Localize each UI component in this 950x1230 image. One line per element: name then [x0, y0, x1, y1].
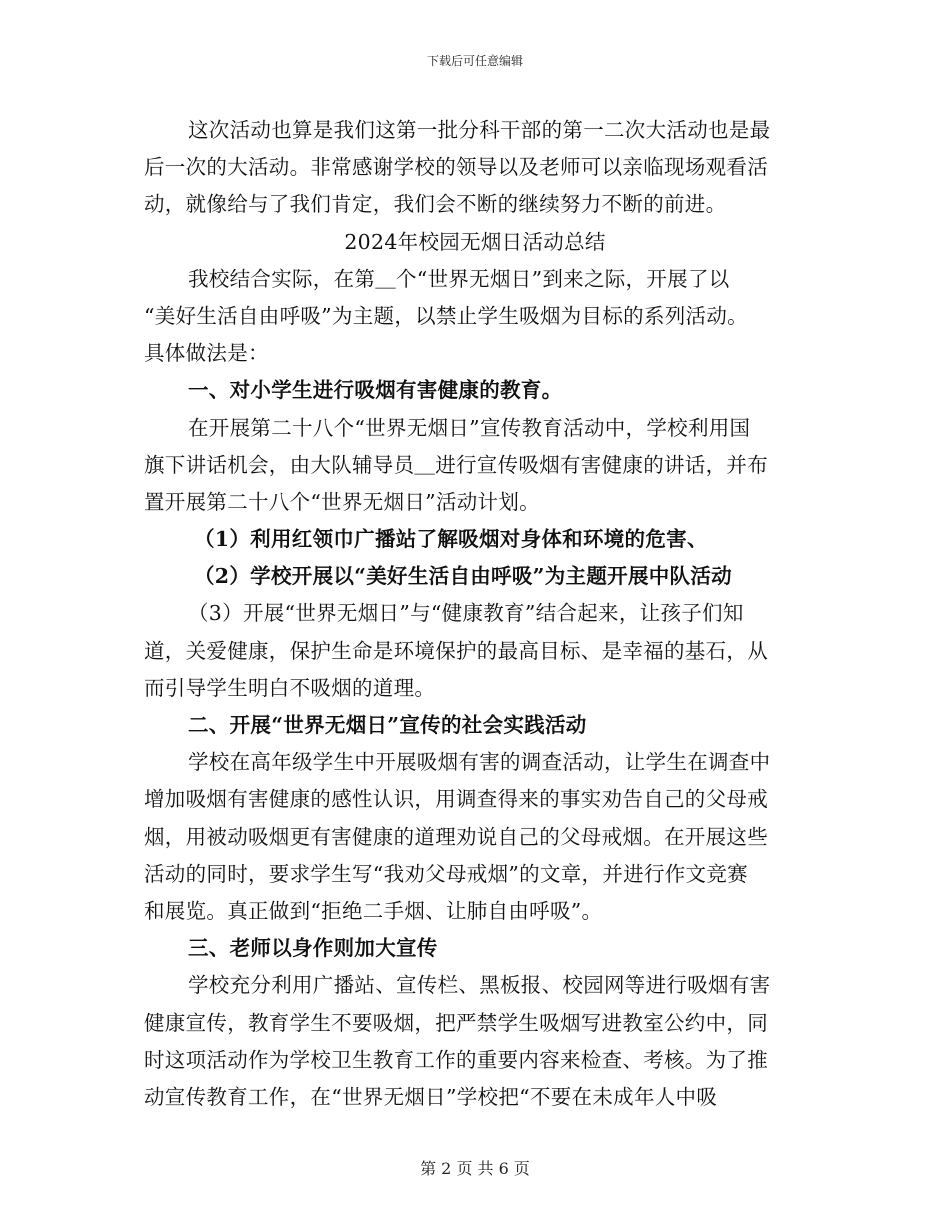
paragraph-line: 这次活动也算是我们这第一批分科干部的第一二次大活动也是最: [188, 118, 771, 142]
section-heading-1: 一、对小学生进行吸烟有害健康的教育。: [188, 378, 563, 403]
paragraph-line: 健康宣传，教育学生不要吸烟，把严禁学生吸烟写进教室公约中，同: [144, 1010, 768, 1035]
paragraph-line: 活动的同时，要求学生写“我劝父母戒烟”的文章，并进行作文竞赛: [144, 861, 748, 886]
paragraph-line: 而引导学生明白不吸烟的道理。: [144, 675, 436, 700]
section-heading-2: 二、开展“世界无烟日”宣传的社会实践活动: [188, 713, 587, 737]
paragraph-line: 动，就像给与了我们肯定，我们会不断的继续努力不断的前进。: [144, 192, 727, 217]
paragraph-line: 置开展第二十八个“世界无烟日”活动计划。: [144, 489, 540, 514]
paragraph-line: 动宣传教育工作，在“世界无烟日”学校把“不要在未成年人中吸: [144, 1084, 718, 1109]
document-title: 2024年校园无烟日活动总结: [344, 229, 606, 254]
section-heading-3: 三、老师以身作则加大宣传: [188, 936, 438, 961]
paragraph-line: 具体做法是：: [144, 341, 269, 366]
page-number: 第 2 页 共 6 页: [420, 1159, 530, 1178]
paragraph-line: 在开展第二十八个“世界无烟日”宣传教育活动中，学校利用国: [188, 415, 751, 440]
document-body: [144, 112, 806, 1116]
paragraph-line: 学校在高年级学生中开展吸烟有害的调查活动，让学生在调查中: [188, 750, 771, 775]
paragraph-line: 学校充分利用广播站、宣传栏、黑板报、校园网等进行吸烟有害: [188, 973, 771, 998]
paragraph-line: 和展览。真正做到“拒绝二手烟、让肺自由呼吸”。: [144, 898, 603, 923]
list-item-3: （3）开展“世界无烟日”与“健康教育”结合起来，让孩子们知: [188, 601, 744, 626]
paragraph-line: 时这项活动作为学校卫生教育工作的重要内容来检查、考核。为了推: [144, 1047, 768, 1072]
paragraph-line: 道，关爱健康，保护生命是环境保护的最高目标、是幸福的基石，从: [144, 638, 768, 663]
list-item-2: （2）学校开展以“美好生活自由呼吸”为主题开展中队活动: [194, 564, 732, 589]
paragraph-line: “美好生活自由呼吸”为主题，以禁止学生吸烟为目标的系列活动。: [144, 303, 748, 328]
paragraph-line: 增加吸烟有害健康的感性认识，用调查得来的事实劝告自己的父母戒: [144, 787, 768, 812]
paragraph-line: 烟，用被动吸烟更有害健康的道理劝说自己的父母戒烟。在开展这些: [144, 824, 768, 849]
list-item-1: （1）利用红领巾广播站了解吸烟对身体和环境的危害、: [194, 527, 708, 552]
header-note: 下载后可任意编辑: [426, 54, 523, 68]
paragraph-line: 旗下讲话机会，由大队辅导员＿进行宣传吸烟有害健康的讲话，并布: [144, 452, 768, 477]
paragraph-line: 后一次的大活动。非常感谢学校的领导以及老师可以亲临现场观看活: [144, 155, 768, 180]
paragraph-line: 我校结合实际，在第＿个“世界无烟日”到来之际，开展了以: [188, 266, 730, 291]
